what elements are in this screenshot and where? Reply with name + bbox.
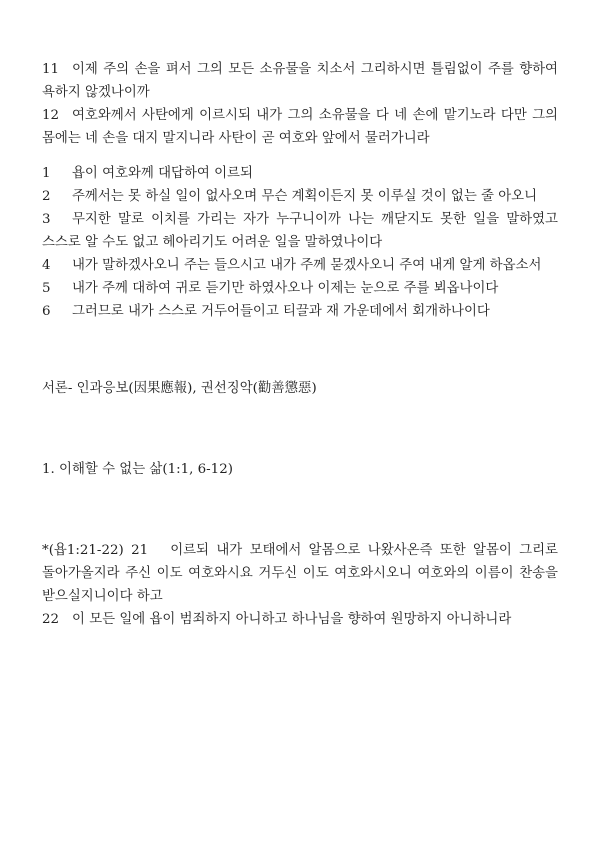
verse-block-job-1 — [42, 58, 558, 150]
verse-number: 3 — [42, 212, 51, 227]
verse-number: 6 — [42, 304, 51, 319]
verse-text: 그러므로 내가 스스로 거두어들이고 티끌과 재 가운데에서 회개하나이다 — [72, 304, 490, 319]
verse-text: 내가 말하겠사오니 주는 들으시고 내가 주께 묻겠사오니 주여 내게 알게 하옵소서 — [72, 258, 542, 273]
verse-paragraph — [42, 539, 558, 608]
verse-paragraph — [42, 162, 558, 185]
verse-paragraph — [42, 104, 558, 150]
intro-heading: 서론- 인과응보(因果應報), 권선징악(勸善懲惡) — [42, 381, 317, 396]
verse-paragraph — [42, 208, 558, 254]
verse-text: 여호와께서 사탄에게 이르시되 내가 그의 소유물을 다 네 손에 맡기노라 다만 그의 몸에는 네 손을 대지 말지니라 사탄이 곧 여호와 앞에서 물러가니라 — [42, 108, 558, 146]
verse-text: 욥이 여호와께 대답하여 이르되 — [72, 166, 253, 181]
verse-text: 내가 주께 대하여 귀로 듣기만 하였사오나 이제는 눈으로 주를 뵈옵나이다 — [72, 281, 499, 296]
verse-number: 2 — [42, 189, 51, 204]
verse-paragraph — [42, 300, 558, 323]
verse-number: 5 — [42, 281, 51, 296]
spacer — [42, 481, 558, 539]
verse-text: 이르되 내가 모태에서 알몸으로 나왔사온즉 또한 알몸이 그리로 돌아가올지라 주신 이도 여호와시요 거두신 이도 여호와시오니 여호와의 이름이 찬송을 받으실지니이다 하고 — [42, 543, 558, 604]
section-heading: 1. 이해할 수 없는 삶(1:1, 6-12) — [42, 462, 233, 477]
verse-paragraph — [42, 58, 558, 104]
verse-number: 11 — [42, 62, 60, 77]
verse-number: 4 — [42, 258, 51, 273]
verse-paragraph — [42, 277, 558, 300]
verse-text: 주께서는 못 하실 일이 없사오며 무슨 계획이든지 못 이루실 것이 없는 줄 아오니 — [72, 189, 538, 204]
verse-paragraph — [42, 608, 558, 631]
verse-text: 무지한 말로 이치를 가리는 자가 누구니이까 나는 깨닫지도 못한 일을 말하였고 스스로 알 수도 없고 헤아리기도 어려운 일을 말하였나이다 — [42, 212, 558, 250]
spacer — [42, 150, 558, 162]
verse-number: 1 — [42, 166, 51, 181]
verse-block-job-1-21 — [42, 539, 558, 631]
verse-text: 이 모든 일에 욥이 범죄하지 아니하고 하나님을 향하여 원망하지 아니하니라 — [72, 612, 512, 627]
verse-number: 22 — [42, 612, 60, 627]
spacer — [42, 323, 558, 377]
spacer — [42, 400, 558, 458]
verse-paragraph — [42, 254, 558, 277]
verse-paragraph — [42, 185, 558, 208]
verse-block-job-42 — [42, 162, 558, 323]
verse-number: *(욥1:21-22) 21 — [42, 543, 149, 558]
verse-number: 12 — [42, 108, 60, 123]
verse-text: 이제 주의 손을 펴서 그의 모든 소유물을 치소서 그리하시면 틀림없이 주를 향하여 욕하지 않겠나이까 — [42, 62, 558, 100]
